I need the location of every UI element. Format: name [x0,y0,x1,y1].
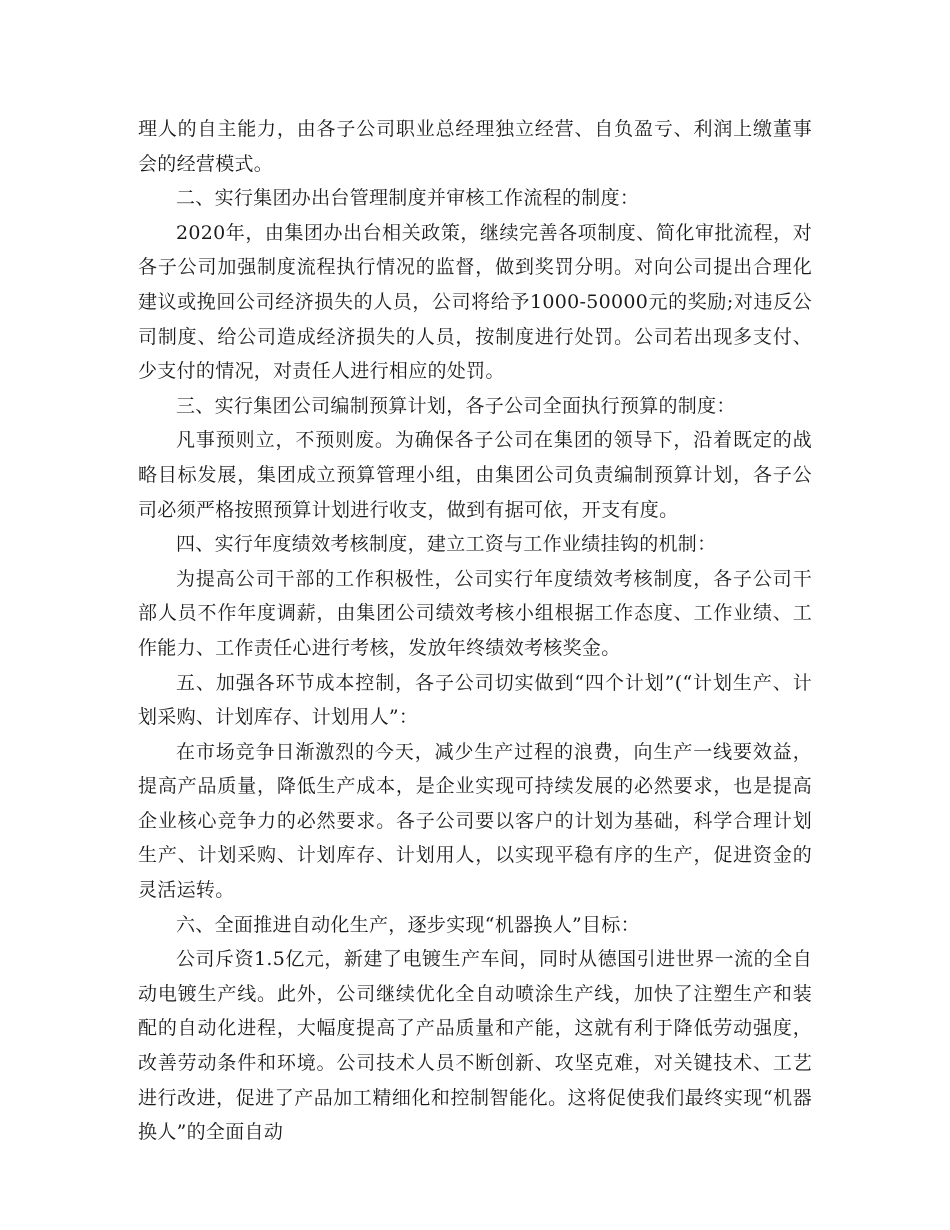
paragraph-section-5: 在市场竞争日渐激烈的今天，减少生产过程的浪费，向生产一线要效益，提高产品质量，降低生产成本，是企业实现可持续发展的必然要求，也是提高企业核心竞争力的必然要求。各子公司要以客户的计划为基础，科学合理计划生产、计划采购、计划库存、计划用人，以实现平稳有序的生产，促进资金的灵活运转。 [138,740,812,902]
paragraph-section-4: 为提高公司干部的工作积极性，公司实行年度绩效考核制度，各子公司干部人员不作年度调薪，由集团公司绩效考核小组根据工作态度、工作业绩、工作能力、工作责任心进行考核，发放年终绩效考核奖金。 [138,567,812,659]
paragraph-continuation: 理人的自主能力，由各子公司职业总经理独立经营、自负盈亏、利润上缴董事会的经营模式。 [138,118,812,175]
document-body [138,112,812,1150]
paragraph-section-2: 2020年，由集团办出台相关政策，继续完善各项制度、简化审批流程，对各子公司加强制度流程执行情况的监督，做到奖罚分明。对向公司提出合理化建议或挽回公司经济损失的人员，公司将给予1000-50000元的奖励;对违反公司制度、给公司造成经济损失的人员，按制度进行处罚。公司若出现多支付、少支付的情况，对责任人进行相应的处罚。 [138,221,812,383]
section-heading-3: 三、实行集团公司编制预算计划，各子公司全面执行预算的制度： [176,394,736,417]
section-heading-6: 六、全面推进自动化生产，逐步实现“机器换人”目标： [176,913,640,936]
paragraph-section-3: 凡事预则立，不预则废。为确保各子公司在集团的领导下，沿着既定的战略目标发展，集团成立预算管理小组，由集团公司负责编制预算计划，各子公司必须严格按照预算计划进行收支，做到有据可依，开支有度。 [138,429,812,521]
section-heading-5: 五、加强各环节成本控制，各子公司切实做到“四个计划”(“计划生产、计划采购、计划库存、计划用人”： [138,671,812,729]
paragraph-section-6: 公司斥资1.5亿元，新建了电镀生产车间，同时从德国引进世界一流的全自动电镀生产线。此外，公司继续优化全自动喷涂生产线，加快了注塑生产和装配的自动化进程，大幅度提高了产品质量和产能，这就有利于降低劳动强度，改善劳动条件和环境。公司技术人员不断创新、攻坚克难，对关键技术、工艺进行改进，促进了产品加工精细化和控制智能化。这将促使我们最终实现“机器换人”的全面自动 [138,948,812,1144]
section-heading-4: 四、实行年度绩效考核制度，建立工资与工作业绩挂钩的机制： [176,533,717,556]
section-heading-2: 二、实行集团办出台管理制度并审核工作流程的制度： [176,187,640,210]
